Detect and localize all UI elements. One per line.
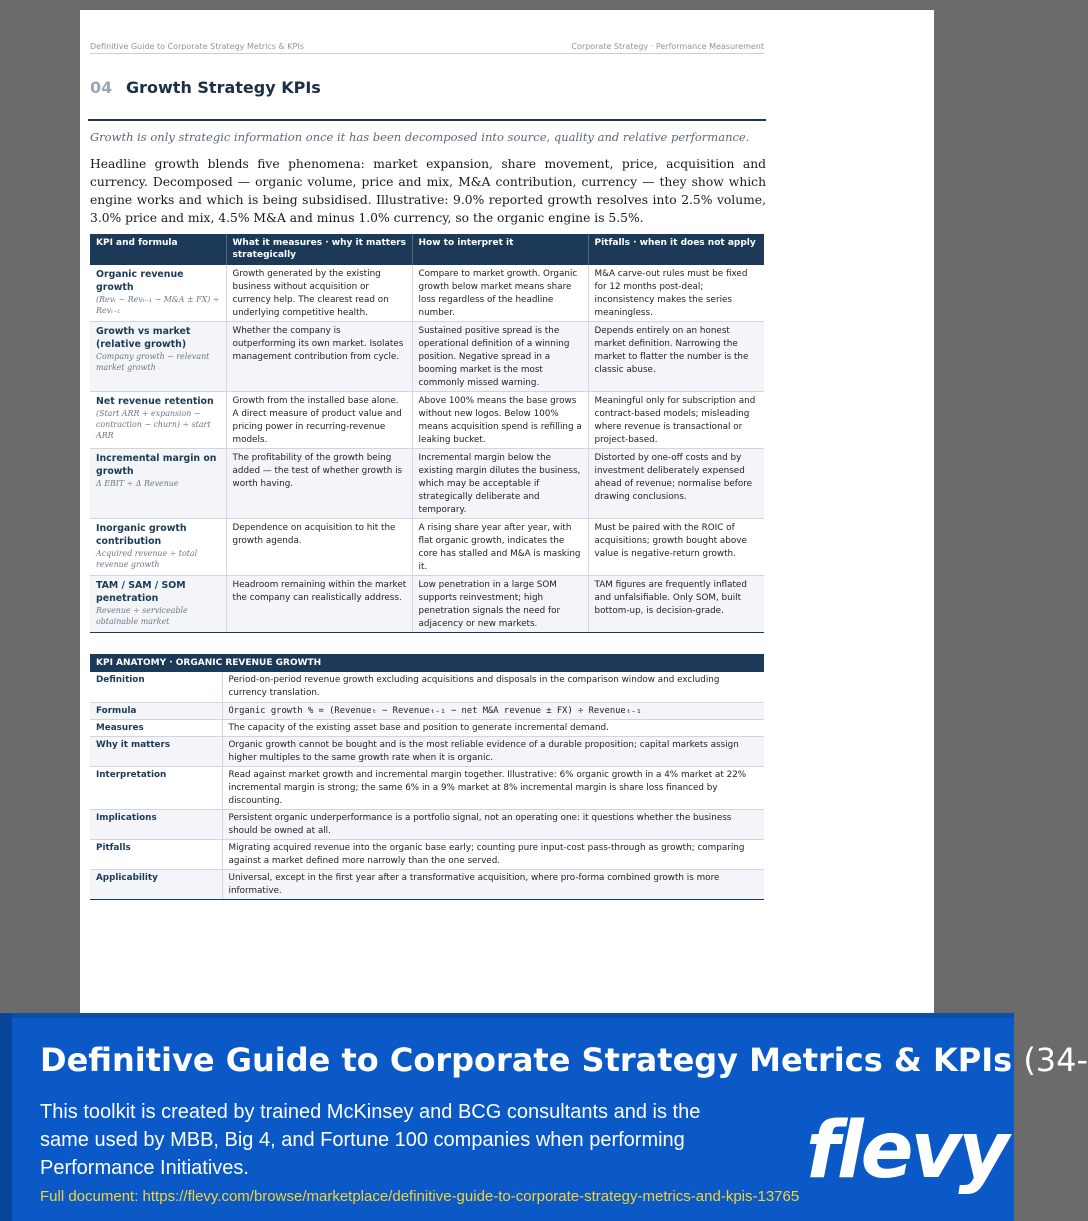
kpi-interpretation: Compare to market growth. Organic growth below market means share loss regardless of the headline number. — [412, 265, 588, 322]
document-link[interactable]: Full document: https://flevy.com/browse/marketplace/definitive-guide-to-corporate-strategy-metrics-and-kpis-13765 — [40, 1188, 800, 1205]
kpi-name: Incremental margin on growth — [96, 453, 217, 477]
kpi-pitfalls: Meaningful only for subscription and contract-based models; misleading where revenue is transactional or project-based. — [588, 392, 764, 449]
kpi-name: Inorganic growth contribution — [96, 523, 187, 547]
table-row — [90, 265, 764, 322]
kpi-formula: (Start ARR + expansion − contraction − churn) ÷ start ARR — [96, 409, 211, 440]
kpi-header-cell: What it measures · why it matters strategically — [226, 234, 412, 265]
section-rule — [88, 119, 766, 121]
kpi-table-header — [90, 234, 764, 265]
running-header-left: Definitive Guide to Corporate Strategy Metrics & KPIs — [90, 42, 304, 51]
section-title: Growth Strategy KPIs — [126, 78, 321, 97]
anatomy-value: Read against market growth and incremental margin together. Illustrative: 6% organic growth in a 4% market at 22% incremental margin is strong; the same 6% in a 9% market at 8% incremental margin is share loss financed by discounting. — [222, 766, 764, 809]
table-row — [90, 519, 764, 576]
kpi-measures: The profitability of the growth being added — the test of whether growth is worth having. — [226, 449, 412, 519]
kpi-header-cell: KPI and formula — [90, 234, 226, 265]
section-number: 04 — [90, 78, 113, 97]
kpi-formula: Δ EBIT ÷ Δ Revenue — [96, 479, 179, 488]
table-row — [90, 766, 764, 809]
banner-edge — [0, 1013, 12, 1221]
kpi-table — [90, 234, 764, 633]
anatomy-label: Definition — [90, 672, 222, 702]
kpi-pitfalls: Distorted by one-off costs and by investment deliberately expensed ahead of revenue; normalise before drawing conclusions. — [588, 449, 764, 519]
kpi-interpretation: Sustained positive spread is the operational definition of a winning position. Negative spread in a booming market is the most commonly missed warning. — [412, 322, 588, 392]
kpi-formula: Revenue ÷ serviceable obtainable market — [96, 606, 188, 626]
kpi-header-cell: Pitfalls · when it does not apply — [588, 234, 764, 265]
anatomy-label: Measures — [90, 719, 222, 736]
banner-description: This toolkit is created by trained McKinsey and BCG consultants and is the same used by MBB, Big 4, and Fortune 100 companies when performing Performance Initiatives. — [40, 1101, 701, 1179]
banner-title-suffix: (34- — [1023, 1041, 1088, 1079]
anatomy-value: Organic growth cannot be bought and is the most reliable evidence of a durable proposition; capital markets assign higher multiples to the same growth rate when it is organic. — [222, 736, 764, 766]
table-row — [90, 449, 764, 519]
banner-title — [40, 1041, 1088, 1079]
anatomy-label: Why it matters — [90, 736, 222, 766]
kpi-name-cell — [90, 392, 226, 449]
table-row — [90, 672, 764, 702]
kpi-header-cell: How to interpret it — [412, 234, 588, 265]
kpi-name-cell — [90, 322, 226, 392]
kpi-measures: Whether the company is outperforming its own market. Isolates management contribution from cycle. — [226, 322, 412, 392]
anatomy-value: Universal, except in the first year after a transformative acquisition, where pro-forma combined growth is more informative. — [222, 869, 764, 899]
anatomy-label: Formula — [90, 702, 222, 719]
kpi-pitfalls: Depends entirely on an honest market definition. Narrowing the market to flatter the number is the classic abuse. — [588, 322, 764, 392]
kpi-pitfalls: M&A carve-out rules must be fixed for 12 months post-deal; inconsistency makes the series meaningless. — [588, 265, 764, 322]
anatomy-value: The capacity of the existing asset base and position to generate incremental demand. — [222, 719, 764, 736]
kpi-name-cell — [90, 449, 226, 519]
table-row — [90, 719, 764, 736]
kpi-interpretation: Above 100% means the base grows without new logos. Below 100% means acquisition spend is refilling a leaking bucket. — [412, 392, 588, 449]
kpi-name-cell — [90, 519, 226, 576]
kpi-name-cell — [90, 265, 226, 322]
table-row — [90, 809, 764, 839]
section-lede: Growth is only strategic information once it has been decomposed into source, quality and relative performance. — [90, 130, 750, 144]
kpi-name-cell — [90, 576, 226, 633]
promo-banner — [0, 1013, 1088, 1221]
banner-top-line — [0, 1013, 1014, 1018]
anatomy-formula: Organic growth % = (Revenueₜ − Revenueₜ₋₁ − net M&A revenue ± FX) ÷ Revenueₜ₋₁ — [222, 702, 764, 719]
anatomy-label: Applicability — [90, 869, 222, 899]
kpi-measures: Growth generated by the existing business without acquisition or currency help. The clearest read on underlying competitive health. — [226, 265, 412, 322]
kpi-interpretation: Incremental margin below the existing margin dilutes the business, which may be acceptable if strategically deliberate and temporary. — [412, 449, 588, 519]
kpi-anatomy-table — [90, 654, 764, 900]
anatomy-value: Persistent organic underperformance is a portfolio signal, not an operating one: it questions whether the business should be owned at all. — [222, 809, 764, 839]
kpi-name: Net revenue retention — [96, 396, 214, 407]
kpi-formula: Company growth − relevant market growth — [96, 352, 210, 372]
kpi-name: Growth vs market (relative growth) — [96, 326, 191, 350]
kpi-formula: Acquired revenue ÷ total revenue growth — [96, 549, 198, 569]
kpi-name: Organic revenue growth — [96, 269, 184, 293]
anatomy-value: Migrating acquired revenue into the organic base early; counting pure input-cost pass-through as growth; comparing against a market defined more narrowly than the one served. — [222, 839, 764, 869]
anatomy-label: Pitfalls — [90, 839, 222, 869]
kpi-interpretation: A rising share year after year, with flat organic growth, indicates the core has stalled and M&A is masking it. — [412, 519, 588, 576]
kpi-measures: Dependence on acquisition to hit the growth agenda. — [226, 519, 412, 576]
kpi-measures: Growth from the installed base alone. A direct measure of product value and pricing power in recurring-revenue models. — [226, 392, 412, 449]
kpi-measures: Headroom remaining within the market the company can realistically address. — [226, 576, 412, 633]
anatomy-label: Implications — [90, 809, 222, 839]
kpi-pitfalls: Must be paired with the ROIC of acquisitions; growth bought above value is negative-return growth. — [588, 519, 764, 576]
anatomy-title: KPI ANATOMY · ORGANIC REVENUE GROWTH — [90, 654, 764, 672]
table-row — [90, 839, 764, 869]
table-row — [90, 576, 764, 633]
table-row — [90, 702, 764, 719]
table-row — [90, 736, 764, 766]
banner-title-text: Definitive Guide to Corporate Strategy Metrics & KPIs — [40, 1041, 1013, 1079]
kpi-formula: (Revₜ − Revₜ₋₁ − M&A ± FX) ÷ Revₜ₋₁ — [96, 295, 220, 315]
kpi-name: TAM / SAM / SOM penetration — [96, 580, 186, 604]
anatomy-label: Interpretation — [90, 766, 222, 809]
running-header — [90, 42, 764, 54]
anatomy-value: Period-on-period revenue growth excluding acquisitions and disposals in the comparison window and excluding currency translation. — [222, 672, 764, 702]
kpi-pitfalls: TAM figures are frequently inflated and unfalsifiable. Only SOM, built bottom-up, is decision-grade. — [588, 576, 764, 633]
kpi-interpretation: Low penetration in a large SOM supports reinvestment; high penetration signals the need for adjacency or new markets. — [412, 576, 588, 633]
table-row — [90, 322, 764, 392]
flevy-logo: flevy — [806, 1106, 1007, 1196]
table-row — [90, 392, 764, 449]
running-header-right: Corporate Strategy · Performance Measurement — [571, 42, 764, 51]
table-row — [90, 869, 764, 899]
body-paragraph: Headline growth blends five phenomena: market expansion, share movement, price, acquisition and currency. Decomposed — organic volume, price and mix, M&A contribution, currency — they show which engine works and which is being subsidised. Illustrative: 9.0% reported growth resolves into 2.5% volume, 3.0% price and mix, 4.5% M&A and minus 1.0% currency, so the organic engine is 5.5%. — [90, 157, 766, 225]
